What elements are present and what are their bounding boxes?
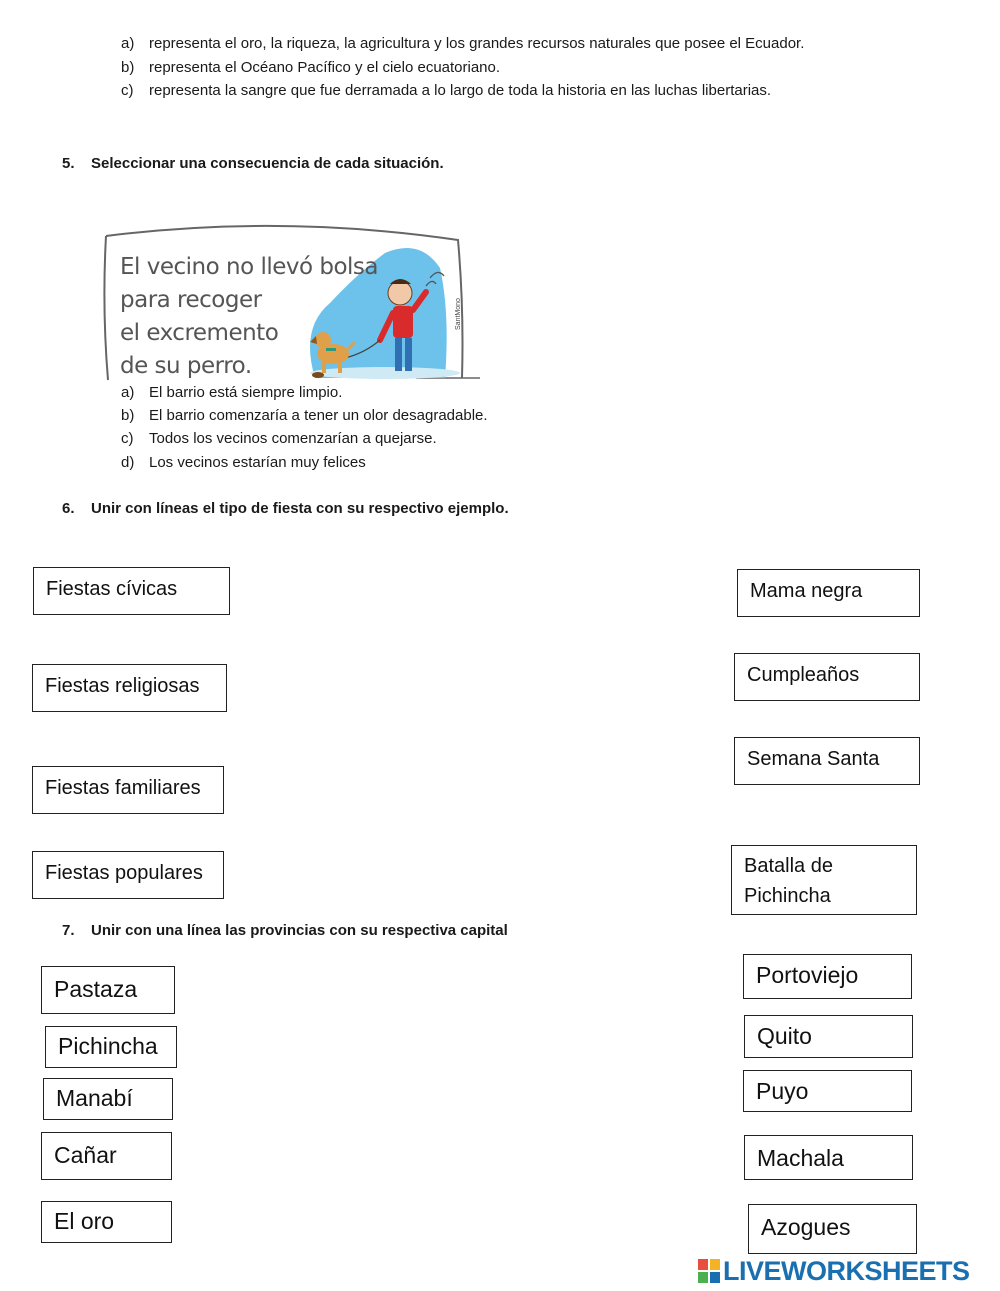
- q7-right-quito[interactable]: Quito: [744, 1015, 913, 1058]
- q6-right-semana-santa[interactable]: Semana Santa: [734, 737, 920, 785]
- scene-caption: El vecino no llevó bolsa para recoger el excremento de su perro.: [120, 254, 379, 379]
- q7-left-canar[interactable]: Cañar: [41, 1132, 172, 1180]
- situation-illustration: [100, 218, 480, 383]
- q6-left-fiestas-populares[interactable]: Fiestas populares: [32, 851, 224, 899]
- brand-name: LIVEWORKSHEETS: [723, 1255, 970, 1286]
- q6-right-batalla-de-pichincha[interactable]: Batalla de Pichincha: [731, 845, 917, 915]
- liveworksheets-icon: [697, 1258, 721, 1284]
- q5-option-c[interactable]: c) Todos los vecinos comenzarían a quejarse.: [121, 430, 437, 447]
- q5-option-d[interactable]: d) Los vecinos estarían muy felices: [121, 454, 366, 471]
- q7-left-manabi[interactable]: Manabí: [43, 1078, 173, 1120]
- q7-right-puyo[interactable]: Puyo: [743, 1070, 912, 1112]
- q7-left-el-oro[interactable]: El oro: [41, 1201, 172, 1243]
- q5-option-b[interactable]: b) El barrio comenzaría a tener un olor desagradable.: [121, 407, 488, 424]
- q7-left-pichincha[interactable]: Pichincha: [45, 1026, 177, 1068]
- q6-right-mama-negra[interactable]: Mama negra: [737, 569, 920, 617]
- q4-option-c[interactable]: c) representa la sangre que fue derramada a lo largo de toda la historia en las luchas libertarias.: [121, 82, 772, 99]
- q4-option-b[interactable]: b) representa el Océano Pacífico y el cielo ecuatoriano.: [121, 59, 501, 76]
- q7-title: 7. Unir con una línea las provincias con su respectiva capital: [62, 922, 508, 939]
- q5-title: 5. Seleccionar una consecuencia de cada situación.: [62, 155, 444, 172]
- q7-right-azogues[interactable]: Azogues: [748, 1204, 917, 1254]
- q6-left-fiestas-religiosas[interactable]: Fiestas religiosas: [32, 664, 227, 712]
- q6-title: 6. Unir con líneas el tipo de fiesta con su respectivo ejemplo.: [62, 500, 509, 517]
- q7-left-pastaza[interactable]: Pastaza: [41, 966, 175, 1014]
- q6-left-fiestas-civicas[interactable]: Fiestas cívicas: [33, 567, 230, 615]
- q7-right-portoviejo[interactable]: Portoviejo: [743, 954, 912, 999]
- liveworksheets-logo: [697, 1256, 970, 1286]
- q6-left-fiestas-familiares[interactable]: Fiestas familiares: [32, 766, 224, 814]
- illustrator-signature: SantMono: [455, 298, 462, 330]
- q4-option-a[interactable]: a) representa el oro, la riqueza, la agricultura y los grandes recursos naturales que posee el Ecuador.: [121, 35, 805, 52]
- q6-right-cumpleanos[interactable]: Cumpleaños: [734, 653, 920, 701]
- q5-option-a[interactable]: a) El barrio está siempre limpio.: [121, 384, 343, 401]
- q7-right-machala[interactable]: Machala: [744, 1135, 913, 1180]
